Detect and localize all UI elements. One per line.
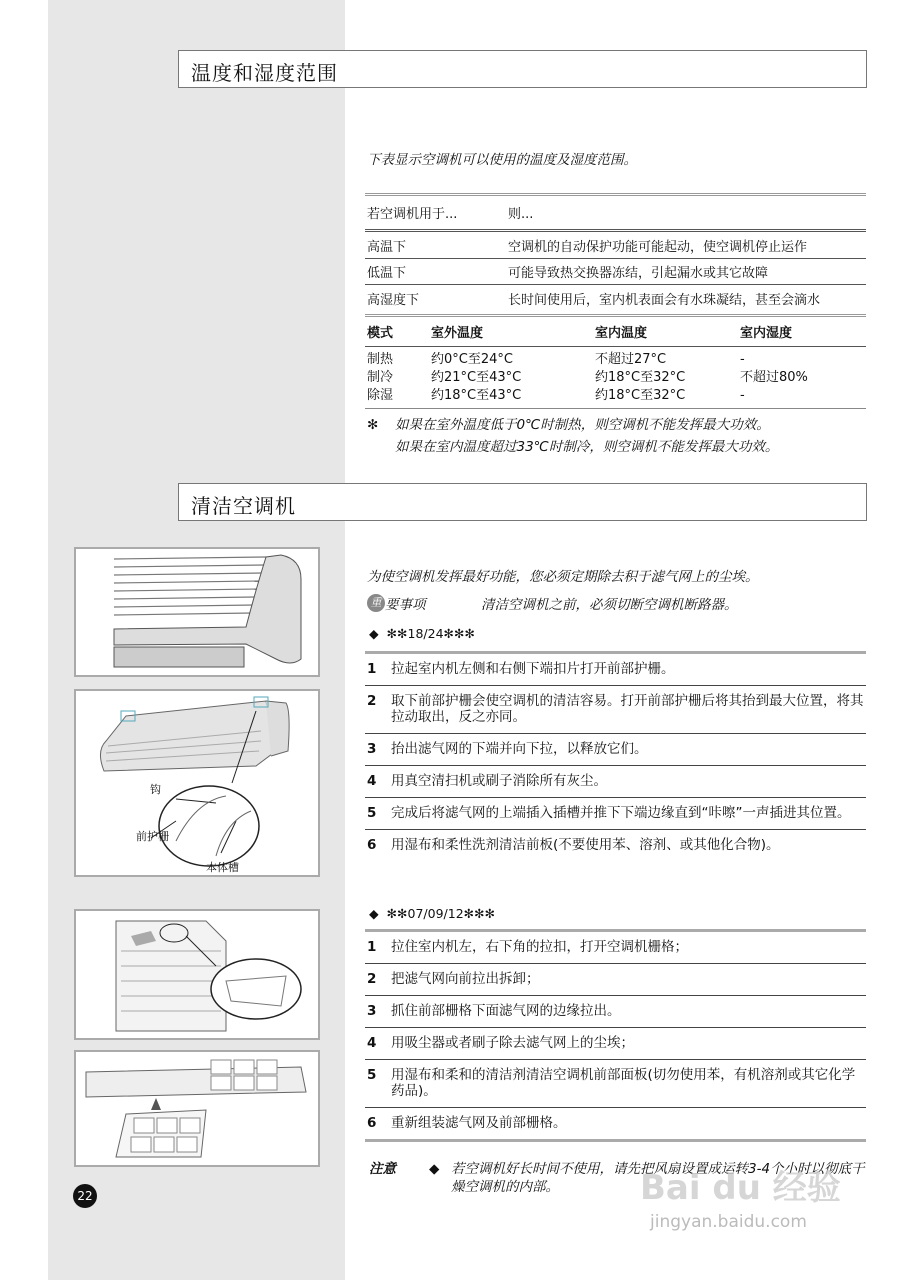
grille-removal-illustration bbox=[76, 691, 318, 875]
watermark-url: jingyan.baidu.com bbox=[650, 1212, 807, 1232]
label-hook: 钩 bbox=[150, 783, 161, 796]
filter-pull-illustration bbox=[76, 911, 318, 1038]
group-b-steps bbox=[365, 929, 866, 1142]
step-item: 6 重新组装滤气网及前部栅格。 bbox=[365, 1108, 866, 1142]
group-b-title: ◆ ✻✻07/09/12✻✻✻ bbox=[369, 906, 496, 921]
intro-text: 下表显示空调机可以使用的温度及湿度范围。 bbox=[367, 152, 637, 168]
table-row: 除湿 约18°C至43°C 约18°C至32°C - bbox=[367, 388, 745, 403]
col-header: 则... bbox=[508, 207, 534, 222]
step-item: 6 用湿布和柔性洗剂清洁前板(不要使用苯、溶剂、或其他化合物)。 bbox=[367, 837, 780, 853]
label-body-slot: 本体槽 bbox=[206, 861, 239, 874]
filter-removed-illustration bbox=[76, 1052, 318, 1165]
step-item: 4 用真空清扫机或刷子消除所有灰尘。 bbox=[365, 766, 866, 798]
section-title-temperature: 温度和湿度范围 bbox=[178, 50, 867, 88]
figure-filter-removed bbox=[74, 1050, 320, 1167]
step-item: 4 用吸尘器或者刷子除去滤气网上的尘埃； bbox=[365, 1028, 866, 1060]
diamond-icon: ◆ bbox=[369, 626, 379, 641]
important-badge-icon: 重 bbox=[367, 594, 385, 612]
group-a-steps bbox=[365, 651, 866, 861]
step-item: 2 把滤气网向前拉出拆卸； bbox=[365, 964, 866, 996]
ac-unit-illustration bbox=[76, 549, 318, 675]
figure-ac-unit-closed bbox=[74, 547, 320, 677]
table-row: 低温下 可能导致热交换器冻结，引起漏水或其它故障 bbox=[365, 259, 866, 285]
group-a-title: ◆ ✻✻18/24✻✻✻ bbox=[369, 626, 475, 641]
usage-table bbox=[365, 193, 866, 458]
section-title-cleaning: 清洁空调机 bbox=[178, 483, 867, 521]
table-row: 制热 约0°C至24°C 不超过27°C - bbox=[367, 352, 745, 367]
step-item: 3 抓住前部栅格下面滤气网的边缘拉出。 bbox=[365, 996, 866, 1028]
figure-filter-pull bbox=[74, 909, 320, 1040]
range-header: 模式 室外温度 室内温度 室内湿度 bbox=[365, 317, 866, 347]
step-item: 5 完成后将滤气网的上端插入插槽并推下下端边缘直到“咔嚓”一声插进其位置。 bbox=[365, 798, 866, 830]
page-number: 22 bbox=[73, 1184, 97, 1208]
table-row: 高温下 空调机的自动保护功能可能起动，使空调机停止运作 bbox=[365, 231, 866, 259]
figure-front-grille-removal bbox=[74, 689, 320, 877]
table-row: 高湿度下 长时间使用后，室内机表面会有水珠凝结，甚至会滴水 bbox=[367, 293, 821, 308]
important-notice: 重 要事项 清洁空调机之前，必须切断空调机断路器。 bbox=[367, 593, 738, 613]
table-row: 制冷 约21°C至43°C 约18°C至32°C 不超过80% bbox=[367, 370, 808, 385]
caution-note: 注意 ◆ 若空调机好长时间不使用，请先把风扇设置成运转3-4个小时以彻底干燥空调机的内部。 bbox=[369, 1161, 865, 1195]
watermark-logo: Bai du 经验 bbox=[640, 1168, 841, 1208]
col-header: 若空调机用于... bbox=[367, 207, 458, 222]
label-front-grille: 前护栅 bbox=[136, 830, 169, 843]
step-item: 1 拉住室内机左，右下角的拉扣，打开空调机栅格； bbox=[365, 932, 866, 964]
diamond-icon: ◆ bbox=[369, 906, 379, 921]
step-item: 3 抬出滤气网的下端并向下拉，以释放它们。 bbox=[365, 734, 866, 766]
step-item: 2 取下前部护栅会使空调机的清洁容易。打开前部护栅后将其抬到最大位置，将其拉动取出，反之亦同。 bbox=[365, 686, 866, 734]
step-item: 1 拉起室内机左侧和右侧下端扣片打开前部护栅。 bbox=[365, 654, 866, 686]
step-item: 5 用湿布和柔和的清洁剂清洁空调机前部面板(切勿使用苯，有机溶剂或其它化学药品)。 bbox=[365, 1060, 866, 1108]
notes: ✻ 如果在室外温度低于0℃时制热，则空调机不能发挥最大功效。 如果在室内温度超过33℃时制冷，则空调机不能发挥最大功效。 bbox=[367, 417, 779, 455]
cleaning-intro: 为使空调机发挥最好功能，您必须定期除去积于滤气网上的尘埃。 bbox=[367, 569, 759, 585]
